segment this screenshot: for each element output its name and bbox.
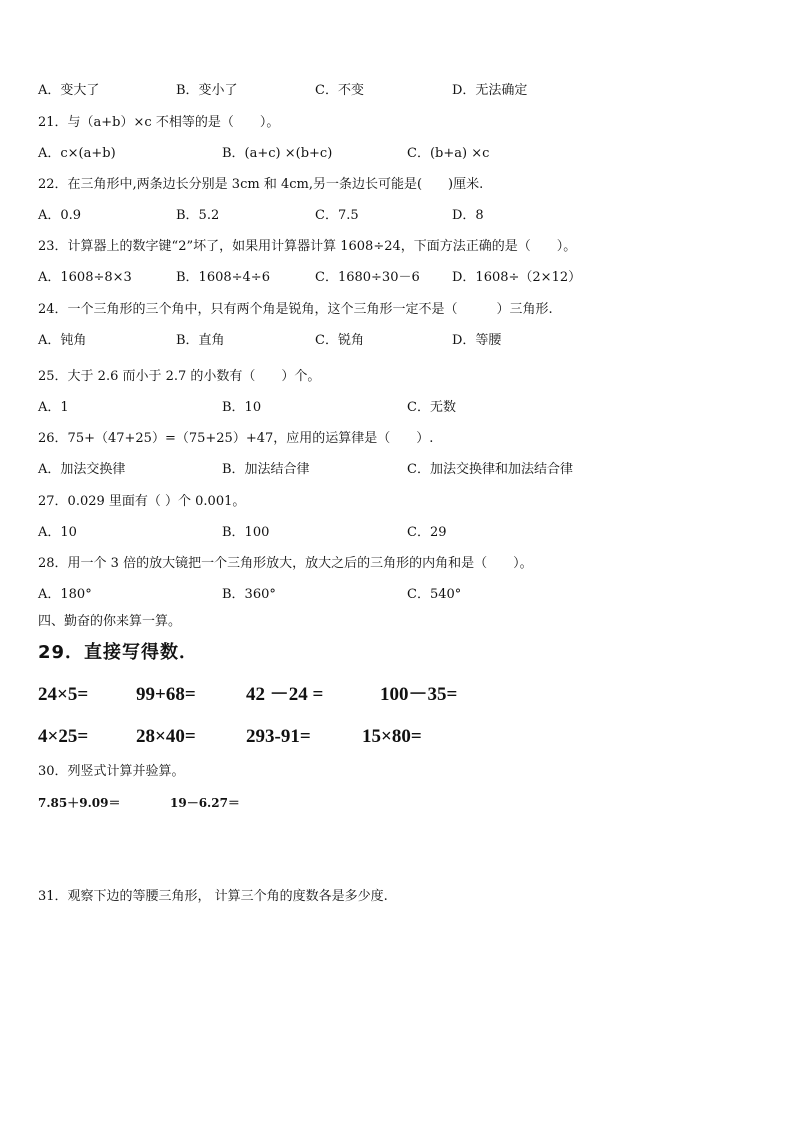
q23-question: 23．计算器上的数字键“2”坏了，如果用计算器计算 1608÷24，下面方法正确的是（ ）。 <box>38 239 577 254</box>
q21-option-c[interactable]: C．(b+a) ×c <box>407 146 490 161</box>
q29-expr-5: 4×25= <box>38 726 89 747</box>
q28-option-c[interactable]: C．540° <box>407 587 462 602</box>
q29-expr-6: 28×40= <box>136 726 196 747</box>
q31-question: 31．观察下边的等腰三角形， 计算三个角的度数各是多少度. <box>38 889 388 904</box>
q25-option-c[interactable]: C．无数 <box>407 400 456 415</box>
q20-option-b[interactable]: B．变小了 <box>176 83 238 98</box>
q28-option-a[interactable]: A．180° <box>38 587 92 602</box>
q27-question: 27．0.029 里面有（ ）个 0.001。 <box>38 494 246 509</box>
q27-option-b[interactable]: B．100 <box>222 525 270 540</box>
q26-option-b[interactable]: B．加法结合律 <box>222 462 310 477</box>
q24-option-d[interactable]: D．等腰 <box>452 333 502 348</box>
q24-question: 24．一个三角形的三个角中，只有两个角是锐角，这个三角形一定不是（ ）三角形. <box>38 302 553 317</box>
q29-expr-2: 99+68= <box>136 684 196 705</box>
section-4-heading: 四、勤奋的你来算一算。 <box>38 614 182 629</box>
q20-option-a[interactable]: A．变大了 <box>38 83 100 98</box>
q20-option-d[interactable]: D．无法确定 <box>452 83 528 98</box>
q29-expr-7: 293-91= <box>246 726 311 747</box>
q23-option-a[interactable]: A．1608÷8×3 <box>38 270 132 285</box>
q30-item-1: 7.85＋9.09＝ <box>38 796 121 810</box>
q29-expr-3: 42 －24 = <box>246 684 324 705</box>
q21-question: 21．与（a+b）×c 不相等的是（ ）。 <box>38 115 280 130</box>
q27-option-c[interactable]: C．29 <box>407 525 447 540</box>
q27-option-a[interactable]: A．10 <box>38 525 77 540</box>
q24-option-c[interactable]: C．锐角 <box>315 333 364 348</box>
q23-option-c[interactable]: C．1680÷30－6 <box>315 270 420 285</box>
q25-question: 25．大于 2.6 而小于 2.7 的小数有（ ）个。 <box>38 369 321 384</box>
q22-option-d[interactable]: D．8 <box>452 208 484 223</box>
q23-option-b[interactable]: B．1608÷4÷6 <box>176 270 270 285</box>
q25-option-b[interactable]: B．10 <box>222 400 262 415</box>
q30-item-2: 19－6.27＝ <box>170 796 240 810</box>
q22-question: 22．在三角形中,两条边长分别是 3cm 和 4cm,另一条边长可能是( )厘米. <box>38 177 484 192</box>
q24-option-b[interactable]: B．直角 <box>176 333 225 348</box>
q20-option-c[interactable]: C．不变 <box>315 83 364 98</box>
q26-option-a[interactable]: A．加法交换律 <box>38 462 126 477</box>
q22-option-b[interactable]: B．5.2 <box>176 208 220 223</box>
q21-option-a[interactable]: A．c×(a+b) <box>38 146 116 161</box>
q28-option-b[interactable]: B．360° <box>222 587 276 602</box>
q29-expr-8: 15×80= <box>362 726 422 747</box>
q29-expr-1: 24×5= <box>38 684 89 705</box>
q25-option-a[interactable]: A．1 <box>38 400 69 415</box>
q22-option-a[interactable]: A．0.9 <box>38 208 82 223</box>
q21-option-b[interactable]: B．(a+c) ×(b+c) <box>222 146 333 161</box>
q30-question: 30．列竖式计算并验算。 <box>38 764 185 779</box>
q24-option-a[interactable]: A．钝角 <box>38 333 87 348</box>
q23-option-d[interactable]: D．1608÷（2×12） <box>452 270 582 285</box>
q22-option-c[interactable]: C．7.5 <box>315 208 359 223</box>
q28-question: 28．用一个 3 倍的放大镜把一个三角形放大，放大之后的三角形的内角和是（ ）。 <box>38 556 533 571</box>
q29-title: 29．直接写得数． <box>38 642 199 663</box>
q29-expr-4: 100－35= <box>380 684 458 705</box>
q26-option-c[interactable]: C．加法交换律和加法结合律 <box>407 462 573 477</box>
q26-question: 26．75+（47+25）=（75+25）+47，应用的运算律是（ ）. <box>38 431 434 446</box>
